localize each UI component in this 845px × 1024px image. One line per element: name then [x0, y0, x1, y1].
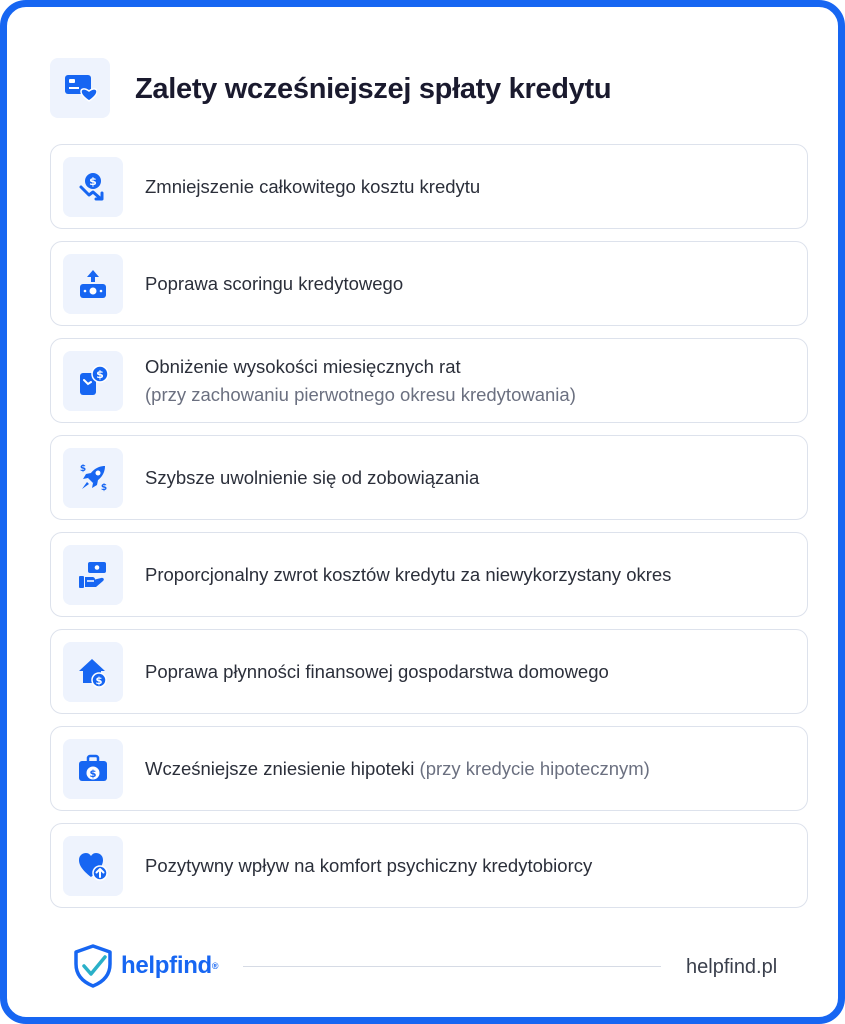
svg-text:$: $ [89, 175, 97, 188]
logo-text: helpfind® [121, 952, 219, 979]
heart-up-icon [63, 836, 123, 896]
list-item-note: (przy kredycie hipotecznym) [419, 757, 650, 779]
footer-divider [243, 966, 661, 967]
svg-text:$: $ [89, 769, 97, 780]
svg-text:$: $ [79, 464, 87, 474]
svg-text:$: $ [100, 483, 108, 493]
list-item-text: Obniżenie wysokości miesięcznych rat (przy zachowaniu pierwotnego okresu kredytowania) [145, 353, 576, 409]
list-item [50, 241, 808, 326]
svg-text:$: $ [95, 676, 103, 687]
list-item-text: Poprawa płynności finansowej gospodarstwa domowego [145, 660, 609, 682]
list-item [50, 435, 808, 520]
scoring-up-icon [63, 254, 123, 314]
list-item-text: Proporcjonalny zwrot kosztów kredytu za niewykorzystany okres [145, 563, 672, 585]
list-item [50, 823, 808, 908]
shield-logo-icon [73, 944, 113, 988]
list-item-text: Pozytywny wpływ na komfort psychiczny kredytobiorcy [145, 854, 593, 876]
list-item [50, 338, 808, 423]
list-item-text: Zmniejszenie całkowitego kosztu kredytu [145, 175, 481, 197]
page-title: Zalety wcześniejszej spłaty kredytu [135, 73, 612, 105]
hand-money-icon [63, 545, 123, 605]
list-item [50, 144, 808, 229]
list-item [50, 532, 808, 617]
phone-coin-icon [63, 351, 123, 411]
svg-text:$: $ [96, 368, 104, 381]
helpfind-logo [73, 944, 218, 988]
briefcase-coin-icon [63, 739, 123, 799]
list-item-text: Poprawa scoringu kredytowego [145, 272, 404, 294]
list-item-text: Szybsze uwolnienie się od zobowiązania [145, 466, 480, 488]
card-heart-icon [50, 58, 110, 118]
house-coin-icon [63, 642, 123, 702]
list-item-note: (przy zachowaniu pierwotnego okresu kredytowania) [145, 383, 576, 405]
list-item [50, 726, 808, 811]
rocket-icon [63, 448, 123, 508]
coin-down-icon [63, 157, 123, 217]
list-item-text: Wcześniejsze zniesienie hipoteki (przy kredycie hipotecznym) [145, 757, 650, 779]
list-item [50, 629, 808, 714]
footer-url: helpfind.pl [686, 956, 778, 978]
